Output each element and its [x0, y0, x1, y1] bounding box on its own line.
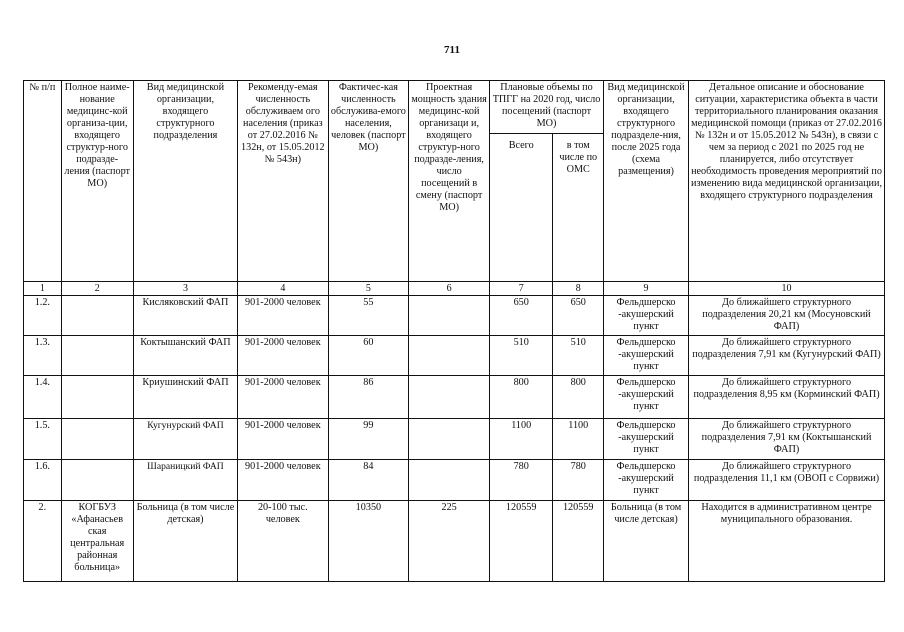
row-org-type: Кисляковский ФАП — [133, 296, 237, 336]
row-number: 1.2. — [24, 296, 62, 336]
row-org-name — [61, 376, 133, 419]
row-description: Находится в административном центре муниципального образования. — [689, 501, 885, 582]
row-recommended: 901-2000 человек — [238, 336, 328, 376]
row-description: До ближайшего структурного подразделения 7,91 км (Кугунурский ФАП) — [689, 336, 885, 376]
row-actual: 10350 — [328, 501, 409, 582]
column-number: 3 — [133, 282, 237, 296]
column-number: 10 — [689, 282, 885, 296]
row-oms: 800 — [553, 376, 604, 419]
header-recommended-population: Рекоменду-емая численность обслуживаем ого населения (приказ от 27.02.2016 № 132н, от 15.05.2012 № 543н) — [238, 81, 328, 282]
table-row — [24, 501, 885, 582]
row-recommended: 901-2000 человек — [238, 460, 328, 501]
page-number: 711 — [444, 44, 460, 56]
header-total: Всего — [489, 134, 552, 282]
row-type-after-2025: Фельдшерско -акушерский пункт — [604, 336, 689, 376]
row-number: 1.6. — [24, 460, 62, 501]
row-type-after-2025: Больница (в том числе детская) — [604, 501, 689, 582]
row-total: 1100 — [489, 419, 552, 460]
row-description: До ближайшего структурного подразделения 11,1 км (ОВОП с Сорвижи) — [689, 460, 885, 501]
row-actual: 60 — [328, 336, 409, 376]
row-org-type: Больница (в том числе детская) — [133, 501, 237, 582]
column-number: 1 — [24, 282, 62, 296]
row-type-after-2025: Фельдшерско -акушерский пункт — [604, 376, 689, 419]
table-row — [24, 336, 885, 376]
header-description: Детальное описание и обоснование ситуации, характеристика объекта в части территориального планирования оказания медицинской помощи (приказ от 27.02.2016 № 132н и от 15.05.2012 № 543н), в связи с чем за период с 2021 по 2025 год не планируется, либо отсутствует необходимость проведения мероприятий по изменению вида медицинской организации, входящего структурного подразделения — [689, 81, 885, 282]
row-actual: 84 — [328, 460, 409, 501]
header-org-name: Полное наиме-нование медицинс-кой организа-ции, входящего структур-ного подразде-ления (паспорт МО) — [61, 81, 133, 282]
row-total: 650 — [489, 296, 552, 336]
row-capacity — [409, 419, 490, 460]
medical-organizations-table — [23, 80, 885, 582]
row-org-name — [61, 336, 133, 376]
row-capacity — [409, 376, 490, 419]
row-capacity: 225 — [409, 501, 490, 582]
row-oms: 1100 — [553, 419, 604, 460]
row-org-name — [61, 419, 133, 460]
row-org-name — [61, 460, 133, 501]
row-description: До ближайшего структурного подразделения 20,21 км (Мосуновский ФАП) — [689, 296, 885, 336]
row-oms: 120559 — [553, 501, 604, 582]
header-org-type: Вид медицинской организации, входящего структурного подразделения — [133, 81, 237, 282]
row-number: 2. — [24, 501, 62, 582]
row-recommended: 901-2000 человек — [238, 376, 328, 419]
row-org-type: Криушинский ФАП — [133, 376, 237, 419]
row-recommended: 901-2000 человек — [238, 296, 328, 336]
row-type-after-2025: Фельдшерско -акушерский пункт — [604, 296, 689, 336]
row-org-name: КОГБУЗ «Афанасьев ская центральная районная больница» — [61, 501, 133, 582]
header-actual-population: Фактичес-кая численность обслужива-емого населения, человек (паспорт МО) — [328, 81, 409, 282]
row-type-after-2025: Фельдшерско -акушерский пункт — [604, 419, 689, 460]
header-oms: в том числе по ОМС — [553, 134, 604, 282]
column-number: 7 — [489, 282, 552, 296]
row-actual: 86 — [328, 376, 409, 419]
table-row — [24, 460, 885, 501]
row-description: До ближайшего структурного подразделения 8,95 км (Корминский ФАП) — [689, 376, 885, 419]
header-row — [24, 81, 885, 134]
header-design-capacity: Проектная мощность здания медицинс-кой организаци и, входящего структур-ного подразде-ления, число посещений в смену (паспорт МО) — [409, 81, 490, 282]
table-row — [24, 296, 885, 336]
column-number: 6 — [409, 282, 490, 296]
row-number: 1.3. — [24, 336, 62, 376]
row-oms: 510 — [553, 336, 604, 376]
column-number: 4 — [238, 282, 328, 296]
row-org-type: Коктышанский ФАП — [133, 336, 237, 376]
row-total: 510 — [489, 336, 552, 376]
row-number: 1.4. — [24, 376, 62, 419]
header-planned-volumes: Плановые объемы по ТПГГ на 2020 год, число посещений (паспорт МО) — [489, 81, 603, 134]
row-oms: 650 — [553, 296, 604, 336]
column-number: 2 — [61, 282, 133, 296]
row-org-name — [61, 296, 133, 336]
row-actual: 99 — [328, 419, 409, 460]
column-number: 9 — [604, 282, 689, 296]
row-capacity — [409, 296, 490, 336]
column-number: 5 — [328, 282, 409, 296]
row-org-type: Кугунурский ФАП — [133, 419, 237, 460]
row-capacity — [409, 460, 490, 501]
row-number: 1.5. — [24, 419, 62, 460]
row-capacity — [409, 336, 490, 376]
header-type-after-2025: Вид медицинской организации, входящего структурного подразделе-ния, после 2025 года (схема размещения) — [604, 81, 689, 282]
row-total: 800 — [489, 376, 552, 419]
row-total: 780 — [489, 460, 552, 501]
row-total: 120559 — [489, 501, 552, 582]
column-numbers-row — [24, 282, 885, 296]
header-number: № п/п — [24, 81, 62, 282]
row-actual: 55 — [328, 296, 409, 336]
row-description: До ближайшего структурного подразделения 7,91 км (Коктышанский ФАП) — [689, 419, 885, 460]
row-recommended: 20-100 тыс. человек — [238, 501, 328, 582]
table-row — [24, 419, 885, 460]
column-number: 8 — [553, 282, 604, 296]
row-type-after-2025: Фельдшерско -акушерский пункт — [604, 460, 689, 501]
row-oms: 780 — [553, 460, 604, 501]
table-row — [24, 376, 885, 419]
row-org-type: Шараницкий ФАП — [133, 460, 237, 501]
row-recommended: 901-2000 человек — [238, 419, 328, 460]
